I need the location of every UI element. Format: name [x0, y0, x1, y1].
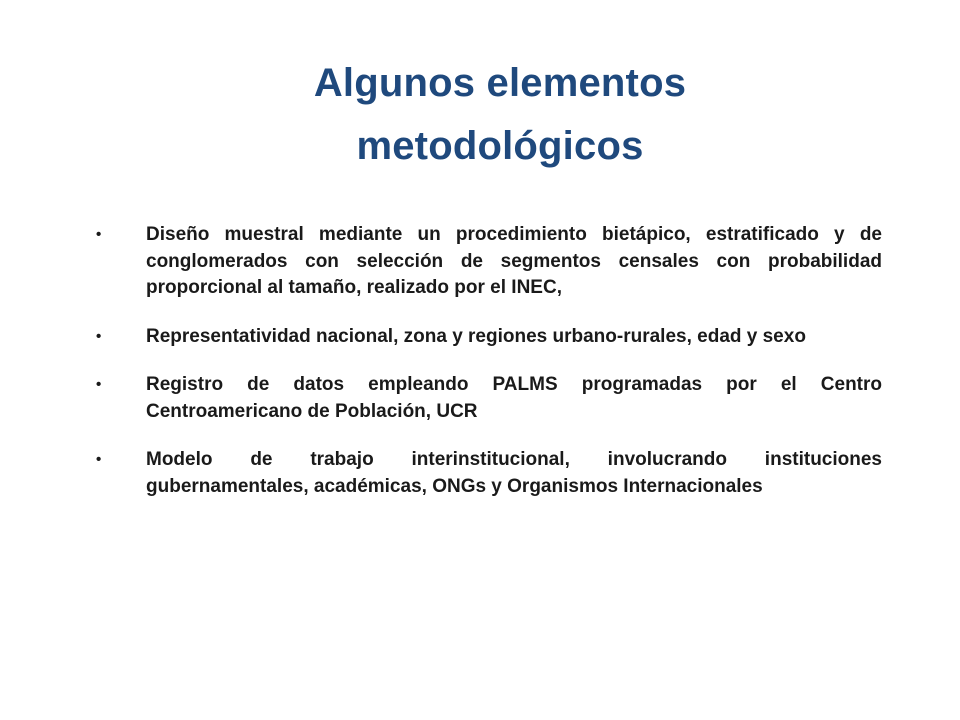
bullet-item-work-model: [96, 447, 882, 500]
slide-title: [150, 52, 850, 178]
bullet-item-representativeness: [96, 324, 882, 351]
bullet-item-sampling-design: [96, 222, 882, 302]
bullet-list: [96, 222, 882, 522]
slide-title-line-1: Algunos elementos: [313, 61, 687, 105]
slide-title-line-2: metodológicos: [356, 124, 644, 168]
bullet-text: Diseño muestral mediante un procedimiento bietápico, estratificado y de conglomerados con selección de segmentos censales con probabilidad proporcional al tamaño, realizado por el INEC,: [146, 224, 882, 298]
bullet-item-data-registry: [96, 372, 882, 425]
bullet-text: Registro de datos empleando PALMS programadas por el Centro Centroamericano de Población, UCR: [146, 374, 882, 422]
bullet-dot-icon: •: [96, 376, 102, 393]
bullet-dot-icon: •: [96, 451, 102, 468]
bullet-text: Modelo de trabajo interinstitucional, involucrando instituciones gubernamentales, académicas, ONGs y Organismos Internacionales: [146, 449, 882, 497]
bullet-dot-icon: •: [96, 327, 102, 345]
bullet-text: Representatividad nacional, zona y regiones urbano-rurales, edad y sexo: [146, 325, 806, 347]
bullet-dot-icon: •: [96, 226, 102, 243]
